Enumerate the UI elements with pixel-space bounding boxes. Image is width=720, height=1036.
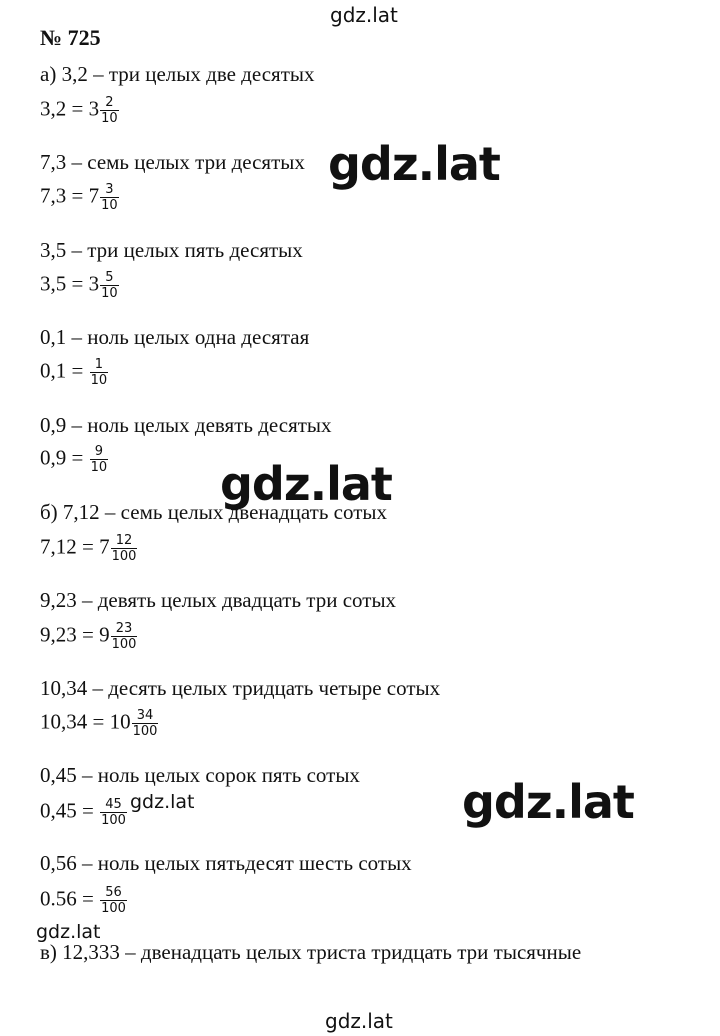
- fraction: [111, 533, 138, 564]
- equation-line: [40, 444, 108, 475]
- equation-line: [40, 357, 108, 388]
- text-line: 0,56 – ноль целых пятьдесят шесть сотых: [40, 851, 412, 875]
- equation-lhs: 7,12 =: [40, 534, 100, 559]
- watermark-inline-1: gdz.lat: [130, 791, 195, 813]
- fraction-numerator: 45: [105, 797, 122, 812]
- fraction-numerator: 2: [105, 95, 114, 110]
- equation-line: [40, 270, 119, 301]
- watermark-large-3: gdz.lat: [462, 775, 634, 829]
- text-line: 0,9 – ноль целых девять десятых: [40, 413, 332, 437]
- equation-lhs: 0,1 =: [40, 358, 89, 383]
- fraction: [100, 182, 119, 213]
- watermark-large-2: gdz.lat: [220, 457, 392, 511]
- fraction-denominator: 100: [111, 637, 137, 652]
- mixed-number-whole: 7: [88, 183, 100, 208]
- mixed-number-whole: 7: [99, 534, 110, 559]
- fraction-denominator: 100: [132, 724, 158, 739]
- fraction: [132, 708, 159, 739]
- fraction-denominator: 100: [101, 901, 126, 916]
- text-line: а) 3,2 – три целых две десятых: [40, 62, 315, 86]
- mixed-number-whole: 3: [88, 271, 100, 296]
- mixed-number-whole: 3: [88, 96, 100, 121]
- text-line: 0,45 – ноль целых сорок пять сотых: [40, 763, 360, 787]
- equation-line: [40, 708, 158, 739]
- equation-line: [40, 182, 119, 213]
- fraction-numerator: 1: [94, 357, 103, 372]
- equation-line: [40, 621, 137, 652]
- text-line: 3,5 – три целых пять десятых: [40, 238, 303, 262]
- fraction: [90, 357, 109, 388]
- fraction-denominator: 10: [90, 373, 108, 388]
- text-line: 7,3 – семь целых три десятых: [40, 150, 305, 174]
- fraction-denominator: 10: [101, 111, 118, 126]
- mixed-number-whole: 9: [99, 622, 110, 647]
- equation-lhs: 3,2 =: [40, 96, 89, 121]
- fraction-denominator: 10: [90, 460, 108, 475]
- fraction: [100, 885, 127, 916]
- equation-lhs: 3,5 =: [40, 271, 89, 296]
- text-line: 0,1 – ноль целых одна десятая: [40, 325, 310, 349]
- equation-line: [40, 797, 127, 828]
- watermark-top: gdz.lat: [330, 3, 398, 27]
- text-line: в) 12,333 – двенадцать целых триста тридцать три тысячные: [40, 940, 582, 964]
- equation-line: [40, 533, 137, 564]
- equation-lhs: 0,9 =: [40, 445, 89, 470]
- fraction: [100, 270, 119, 301]
- equation-lhs: 10,34 =: [40, 709, 110, 734]
- mixed-number-whole: 10: [109, 709, 131, 734]
- fraction-numerator: 12: [115, 533, 133, 548]
- fraction-denominator: 100: [111, 549, 137, 564]
- equation-lhs: 7,3 =: [40, 183, 89, 208]
- fraction-numerator: 9: [94, 444, 103, 459]
- equation-line: [40, 95, 119, 126]
- equation-lhs: 0.56 =: [40, 886, 100, 911]
- fraction-denominator: 10: [101, 198, 118, 213]
- fraction-numerator: 3: [105, 182, 114, 197]
- fraction-denominator: 10: [101, 286, 118, 301]
- fraction-denominator: 100: [101, 813, 126, 828]
- watermark-large-1: gdz.lat: [328, 137, 500, 191]
- watermark-inline-2: gdz.lat: [36, 921, 101, 943]
- watermark-bottom: gdz.lat: [325, 1009, 393, 1033]
- fraction-numerator: 5: [105, 270, 114, 285]
- fraction: [100, 797, 127, 828]
- text-line: 10,34 – десять целых тридцать четыре сотых: [40, 676, 441, 700]
- equation-lhs: 9,23 =: [40, 622, 100, 647]
- fraction-numerator: 34: [136, 708, 154, 723]
- fraction: [90, 444, 109, 475]
- text-line: б) 7,12 – семь целых двенадцать сотых: [40, 500, 387, 524]
- fraction-numerator: 56: [105, 885, 122, 900]
- equation-lhs: 0,45 =: [40, 798, 100, 823]
- page-title: № 725: [40, 25, 101, 50]
- fraction-numerator: 23: [115, 621, 133, 636]
- equation-line: [40, 885, 127, 916]
- text-line: 9,23 – девять целых двадцать три сотых: [40, 588, 397, 612]
- fraction: [111, 621, 138, 652]
- fraction: [100, 95, 119, 126]
